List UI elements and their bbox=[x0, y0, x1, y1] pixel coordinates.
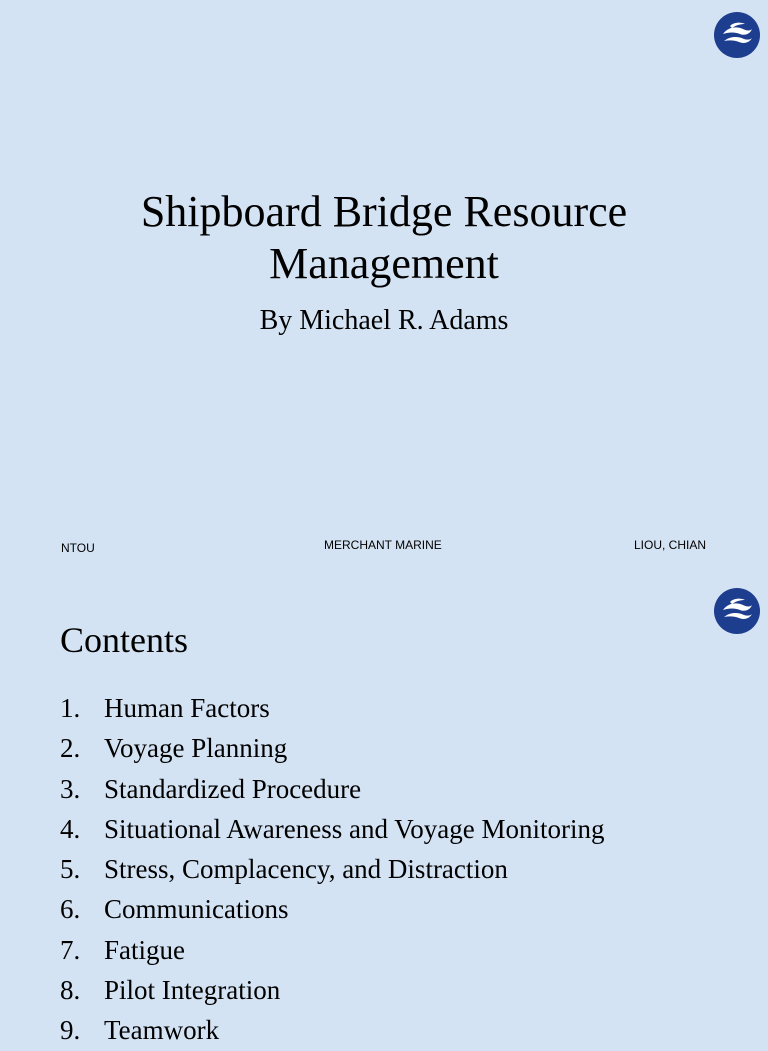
list-item-number: 1. bbox=[60, 693, 81, 723]
footer-left-text: NTOU bbox=[61, 541, 95, 555]
list-item-number: 7. bbox=[60, 934, 81, 965]
list-item-label: Stress, Complacency, and Distraction bbox=[104, 854, 508, 885]
list-item bbox=[60, 1010, 604, 1050]
list-item bbox=[60, 889, 604, 929]
list-item-label: Situational Awareness and Voyage Monitoring bbox=[104, 813, 605, 844]
title-line-1: Shipboard Bridge Resource bbox=[140, 187, 628, 236]
list-item bbox=[60, 809, 604, 849]
wave-emblem-icon bbox=[714, 12, 760, 58]
footer-right-text: LIOU, CHIAN bbox=[634, 538, 707, 552]
list-item-label: Teamwork bbox=[104, 1015, 220, 1046]
list-item-label: Voyage Planning bbox=[104, 733, 288, 764]
list-item bbox=[60, 769, 604, 809]
list-item-number: 4. bbox=[60, 813, 81, 844]
list-item bbox=[60, 688, 604, 728]
list-item-number: 8. bbox=[60, 975, 81, 1006]
presentation-subtitle: By Michael R. Adams bbox=[259, 305, 509, 336]
contents-list bbox=[60, 688, 604, 1051]
footer-center-text: MERCHANT MARINE bbox=[324, 538, 442, 552]
list-item bbox=[60, 930, 604, 970]
list-item-label: Pilot Integration bbox=[104, 975, 281, 1006]
list-item-label: Fatigue bbox=[104, 934, 185, 965]
list-item-label: Human Factors bbox=[104, 693, 270, 723]
list-item-number: 3. bbox=[60, 773, 81, 804]
contents-slide bbox=[0, 576, 768, 1046]
list-item-number: 2. bbox=[60, 733, 81, 764]
list-item-number: 9. bbox=[60, 1015, 81, 1046]
list-item bbox=[60, 970, 604, 1010]
list-item bbox=[60, 849, 604, 889]
presentation-title bbox=[0, 186, 768, 290]
list-item bbox=[60, 728, 604, 768]
list-item-number: 6. bbox=[60, 894, 81, 925]
wave-emblem-icon bbox=[714, 588, 760, 634]
list-item-label: Standardized Procedure bbox=[104, 773, 362, 804]
title-line-2: Management bbox=[269, 239, 499, 288]
list-item-label: Communications bbox=[104, 894, 289, 925]
contents-heading: Contents bbox=[60, 620, 189, 660]
list-item-number: 5. bbox=[60, 854, 81, 885]
